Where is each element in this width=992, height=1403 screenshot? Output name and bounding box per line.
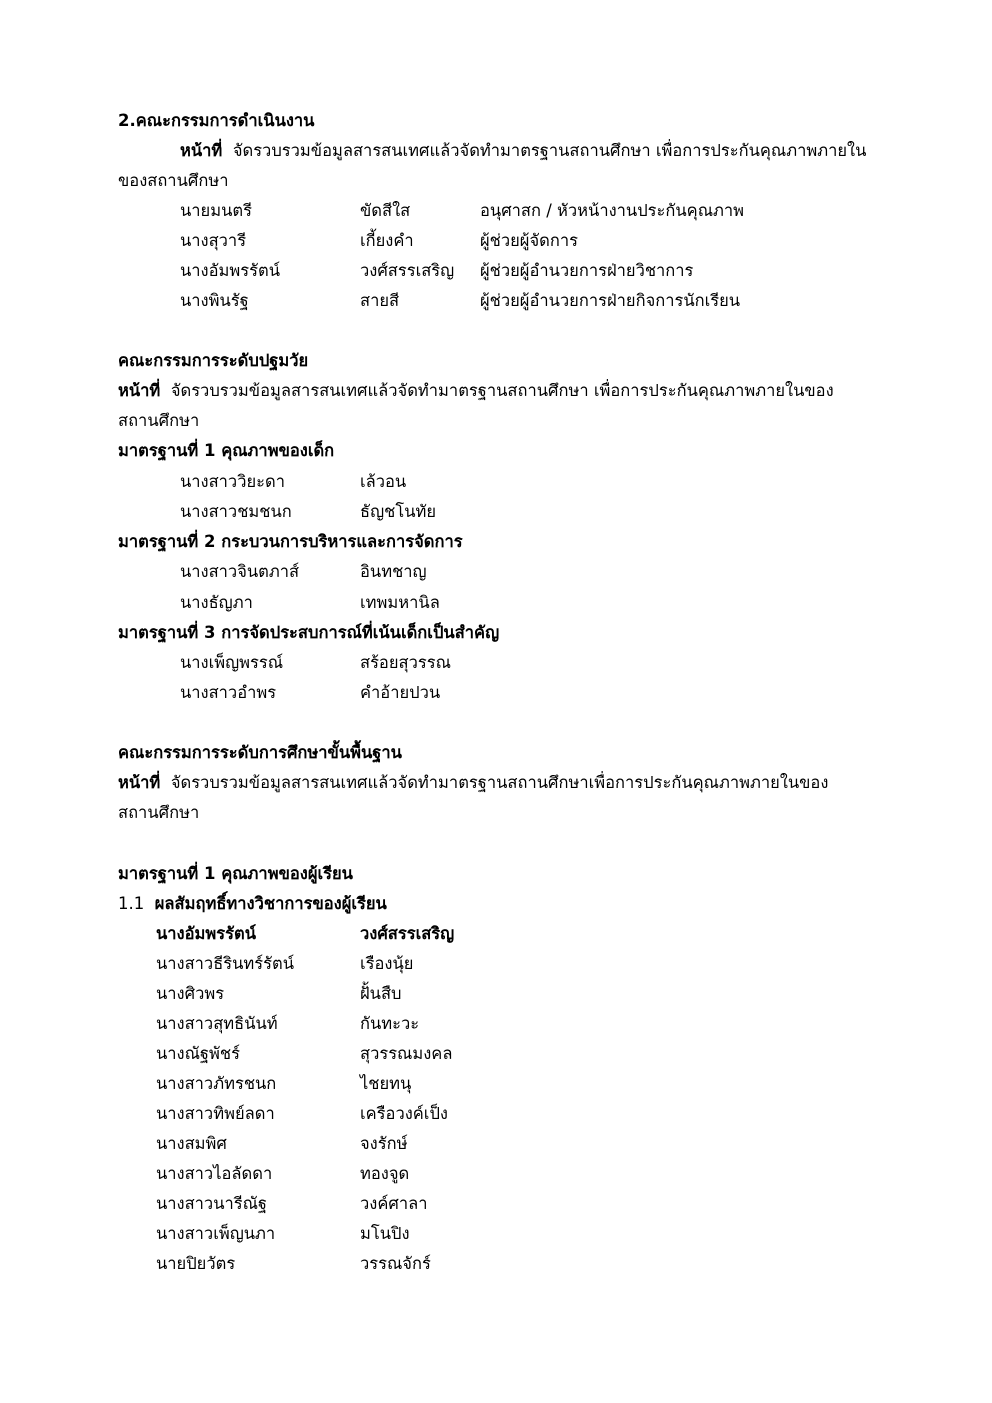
standard-title: มาตรฐานที่ 2 กระบวนการบริหารและการจัดการ [118,532,463,551]
member-first-name: นางสาวไอลัดดา [156,1164,273,1183]
member-last-name: เทพมหานิล [360,593,440,612]
member-last-name: ไชยทนุ [360,1074,412,1093]
section-heading: คณะกรรมการระดับการศึกษาขั้นพื้นฐาน [118,743,402,762]
member-last-name: เรืองนุ้ย [360,954,414,973]
member-last-name: ขัดสีใส [360,201,411,220]
duty-label: หน้าที่ [118,381,161,400]
member-first-name: นางเพ็ญพรรณ์ [180,653,284,672]
duty-label: หน้าที่ [118,773,161,792]
standard-title: มาตรฐานที่ 1 คุณภาพของเด็ก [118,441,335,460]
member-first-name: นายปิยวัตร [156,1254,236,1273]
member-first-name: นางสาวชมชนก [180,502,292,521]
member-first-name: นางสาวภัทรชนก [156,1074,277,1093]
member-first-name: นางสมพิศ [156,1134,227,1153]
duty-line [118,380,834,404]
duty-text: จัดรวบรวมข้อมูลสารสนเทศแล้วจัดทำมาตรฐานสถานศึกษา เพื่อการประกันคุณภาพภายใน [232,141,867,160]
member-first-name: นางพินรัฐ [180,291,249,310]
member-first-name: นางสาววิยะดา [180,472,285,491]
section-heading: คณะกรรมการระดับปฐมวัย [118,351,309,370]
member-first-name: นางสาวนารีณัฐ [156,1194,268,1213]
sub-standard-number: 1.1 [118,894,145,913]
member-first-name: นางณัฐพัชร์ [156,1044,240,1063]
sub-standard-title [118,893,387,917]
duty-label: หน้าที่ [180,141,223,160]
standard-title: มาตรฐานที่ 1 คุณภาพของผู้เรียน [118,864,353,883]
member-first-name: นางสุวารี [180,231,247,250]
member-first-name: นางธัญภา [180,593,253,612]
member-first-name: นางศิวพร [156,984,225,1003]
member-last-name: เครือวงค์เป็ง [360,1104,448,1123]
member-last-name: ธัญชโนทัย [360,502,437,521]
member-first-name: นางสาวอำพร [180,683,277,702]
duty-text-continued: สถานศึกษา [118,803,200,822]
member-last-name: เล้วอน [360,472,407,491]
member-last-name: สร้อยสุวรรณ [360,653,451,672]
member-last-name: วงค์ศาลา [360,1194,428,1213]
member-first-name: นางสาวเพ็ญนภา [156,1224,276,1243]
member-first-name: นางอัมพรรัตน์ [180,261,280,280]
member-last-name: วรรณจักร์ [360,1254,431,1273]
member-last-name: คำอ้ายปวน [360,683,441,702]
member-last-name: ฝั้นสืบ [360,984,402,1003]
member-first-name: นางสาวสุทธินันท์ [156,1014,278,1033]
member-last-name: กันทะวะ [360,1014,420,1033]
member-last-name: วงศ์สรรเสริญ [360,924,455,943]
member-last-name: สุวรรณมงคล [360,1044,453,1063]
member-first-name: นายมนตรี [180,201,252,220]
standard-title: มาตรฐานที่ 3 การจัดประสบการณ์ที่เน้นเด็กเป็นสำคัญ [118,623,500,642]
duty-text-continued: สถานศึกษา [118,411,200,430]
member-role: ผู้ช่วยผู้อำนวยการฝ่ายวิชาการ [480,261,694,280]
member-first-name: นางสาวจินตภาส์ [180,562,300,581]
duty-line [180,140,866,164]
sub-standard-text: ผลสัมฤทธิ์ทางวิชาการของผู้เรียน [154,894,387,913]
section-heading: 2.คณะกรรมการดำเนินงาน [118,111,315,130]
member-role: อนุศาสก / หัวหน้างานประกันคุณภาพ [480,201,745,220]
member-first-name: นางสาวธีรินทร์รัตน์ [156,954,295,973]
member-last-name: มโนปิง [360,1224,410,1243]
duty-line [118,772,828,796]
duty-text: จัดรวบรวมข้อมูลสารสนเทศแล้วจัดทำมาตรฐานสถานศึกษา เพื่อการประกันคุณภาพภายในของ [170,381,834,400]
duty-text-continued: ของสถานศึกษา [118,171,229,190]
member-last-name: วงศ์สรรเสริญ [360,261,455,280]
member-last-name: อินทชาญ [360,562,427,581]
member-role: ผู้ช่วยผู้อำนวยการฝ่ายกิจการนักเรียน [480,291,741,310]
member-last-name: เกี้ยงคำ [360,231,414,250]
member-first-name: นางสาวทิพย์ลดา [156,1104,275,1123]
duty-text: จัดรวบรวมข้อมูลสารสนเทศแล้วจัดทำมาตรฐานสถานศึกษาเพื่อการประกันคุณภาพภายในของ [170,773,829,792]
member-role: ผู้ช่วยผู้จัดการ [480,231,578,250]
member-first-name: นางอัมพรรัตน์ [156,924,256,943]
member-last-name: ทองจูด [360,1164,410,1183]
member-last-name: จงรักษ์ [360,1134,408,1153]
member-last-name: สายสี [360,291,400,310]
